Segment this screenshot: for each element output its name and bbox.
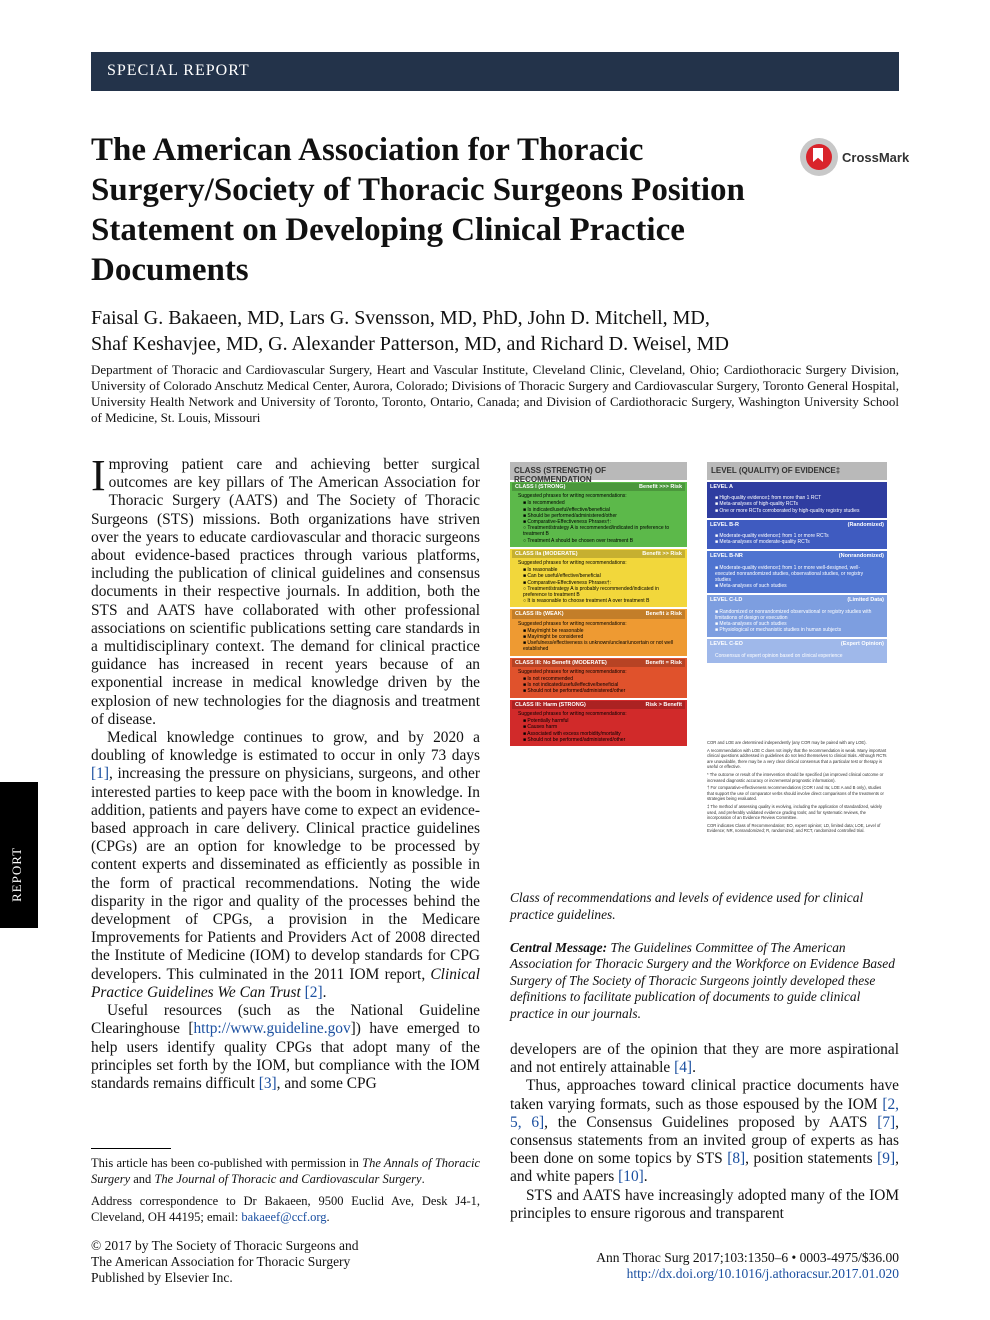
paragraph-text: . <box>643 1168 648 1186</box>
level-line: ■ Meta-analyses of high-quality RCTs <box>715 501 799 508</box>
class-line: ■ Can be useful/effective/beneficial <box>523 573 601 580</box>
level-body <box>707 562 887 594</box>
figure-note: COR and LOE are determined independently (any COR may be paired with any LOE). <box>707 740 867 745</box>
class-bar <box>512 701 685 709</box>
paragraph-text: , and some CPG <box>276 1074 377 1092</box>
class-block <box>510 700 687 746</box>
level-table-header: LEVEL (QUALITY) OF EVIDENCE‡ <box>707 462 887 480</box>
class-line: ○ It is reasonable to choose treatment A over treatment B <box>523 598 650 605</box>
reference-link[interactable]: [2] <box>304 983 323 1001</box>
level-line: ■ One or more RCTs corroborated by high-quality registry studies <box>715 507 860 514</box>
side-tab-label: REPORT <box>9 846 24 902</box>
reference-link[interactable]: [9] <box>877 1150 896 1168</box>
email-link[interactable]: bakaeef@ccf.org <box>241 1210 327 1224</box>
class-ratio: Benefit >> Risk <box>642 550 682 557</box>
reference-link[interactable]: [8] <box>727 1150 746 1168</box>
level-line: ■ Meta-analyses of moderate-quality RCTs <box>715 539 810 546</box>
level-block <box>707 639 887 662</box>
class-bar <box>512 550 685 558</box>
level-line: ■ High-quality evidence‡ from more than 1 RCT <box>715 495 822 502</box>
paragraph <box>91 451 480 729</box>
class-bar <box>512 483 685 491</box>
copyright <box>91 1238 431 1286</box>
class-name: CLASS III: Harm (STRONG) <box>515 701 586 708</box>
footnote-text: Address correspondence to Dr Bakaeen, 9500 Euclid Ave, Desk J4-1, Cleveland, OH 44195; email: <box>91 1194 480 1224</box>
class-body <box>512 711 685 743</box>
level-bar <box>707 595 887 605</box>
paragraph: STS and AATS have increasingly adopted many of the IOM principles to ensure rigorous and transparent <box>510 1186 899 1222</box>
paragraph <box>91 1002 480 1093</box>
paragraph-text: , increasing the pressure on physicians, surgeons, and other interested parties to keep pace with the boom in knowledge. In addition, patients and payers have come to expect an evidence-based approach in care delivery. Clinical practice guidelines (CPGs) are an option for knowledge to be processed by content experts and disseminated as efficiently as possible in the form of practical recommendations. Noting the wide disparity in the rigor and quality of the processes behind the development of CPGs, a provision in the Medicare Improvements for Patients and Providers Act of 2008 directed the Institute of Medicine (IOM) to develop standards for CPG developers. This culminated in the 2011 IOM report, <box>91 765 480 983</box>
affiliations: Department of Thoracic and Cardiovascular Surgery, Heart and Vascular Institute, Cleveland Clinic, Cleveland, Ohio; Cardiothoracic Surgery Division, University of Colorado Anschutz Medical Center, Aurora, Colorado; Divisions of Thoracic Surgery and Cardiovascular Surgery, Toronto General Hospital, University Health Network and University of Toronto, Toronto, Ontario, Canada; and Division of Cardiothoracic Surgery, Washington University School of Medicine, St. Louis, Missouri <box>91 362 899 425</box>
paragraph-text: , position statements <box>745 1150 878 1168</box>
level-name: LEVEL C-LD <box>710 597 743 604</box>
level-block <box>707 595 887 637</box>
paragraph-text: Medical knowledge continues to grow, and by 2020 a doubling of knowledge is estimated to occur in only 73 days <box>91 729 480 765</box>
level-body <box>707 650 887 663</box>
body-left-column <box>91 451 480 1093</box>
journal-name: The Journal of Thoracic and Cardiovascular Surgery <box>154 1172 422 1186</box>
figure-note: † For comparative-effectiveness recommendations (COR I and IIa; LOE A and B only), studies that support the use of comparator verbs should involve direct comparisons of the treatments or strategies being evaluated. <box>707 785 884 802</box>
class-line: ■ Is reasonable <box>523 567 558 574</box>
side-tab <box>0 782 38 928</box>
footnote-text: and <box>130 1172 155 1186</box>
central-message-text: The Guidelines Committee of The American Association for Thoracic Surgery and the Workforce on Evidence Based Surgery of The Society of Thoracic Surgeons jointly developed these definitions to facilitate publication of documents to guide clinical practice in our journals. <box>510 940 895 1021</box>
reference-link[interactable]: [7] <box>877 1113 896 1131</box>
class-line: ■ Is recommended <box>523 500 565 507</box>
class-line: ■ Should not be performed/administered/other <box>523 736 626 743</box>
class-line: ■ Is indicated/useful/effective/beneficial <box>523 506 610 513</box>
class-body <box>512 493 685 544</box>
paragraph <box>510 1077 899 1186</box>
figure-note: A recommendation with LOE C does not imply that the recommendation is weak. Many important clinical questions addressed in guidelines do not lend themselves to clinical trials. Although RCTs are unavailable, there may be a very clear clinical consensus that a particular test or therapy is useful or effective. <box>707 747 887 770</box>
level-name: LEVEL B-R <box>710 521 739 528</box>
level-line: ■ Meta-analyses of such studies <box>715 583 787 590</box>
level-line: Consensus of expert opinion based on clinical experience <box>715 652 843 659</box>
figure-notes <box>707 740 887 836</box>
class-bar <box>512 610 685 618</box>
paragraph-text: , and white papers <box>510 1150 899 1186</box>
class-line: ○ Treatment A should be chosen over treatment B <box>523 537 634 544</box>
class-name: CLASS IIa (MODERATE) <box>515 550 578 557</box>
copyright-line: The American Association for Thoracic Surgery <box>91 1254 351 1269</box>
figure-note: * The outcome or result of the intervention should be specified (an improved clinical outcome or increased diagnostic accuracy or incremental prognostic information). <box>707 771 884 783</box>
author-list <box>91 305 891 357</box>
class-block <box>510 549 687 608</box>
class-line: ○ Treatment/strategy A is recommended/indicated in preference to treatment B <box>523 525 670 538</box>
class-name: CLASS I (STRONG) <box>515 484 566 490</box>
report-title: Clinical Practice Guidelines We Can Trust <box>91 965 480 1001</box>
class-of-recommendation-table <box>510 462 687 840</box>
class-line: ■ Causes harm <box>523 724 558 731</box>
paragraph-text: ]) have emerged to help users identify quality CPGs that adopt many of the principles set forth by the IOM, but compliance with the IOM standards remains difficult <box>91 1020 480 1092</box>
class-blocks <box>510 482 687 746</box>
footnotes <box>91 1155 480 1231</box>
class-line: ■ Should be performed/administered/other <box>523 512 617 519</box>
class-line: Suggested phrases for writing recommendations: <box>518 560 627 567</box>
footnote <box>91 1193 480 1225</box>
doi-link[interactable]: http://dx.doi.org/10.1016/j.athoracsur.2017.01.020 <box>626 1266 899 1281</box>
reference-link[interactable]: [4] <box>674 1059 693 1077</box>
level-name: LEVEL A <box>710 484 733 490</box>
level-block <box>707 520 887 550</box>
level-line: ■ Moderate-quality evidence‡ from 1 or more well-designed, well-executed nonrandomized studies, observational studies, or registry studies <box>715 564 864 584</box>
level-body <box>707 492 887 518</box>
reference-link[interactable]: [2, 5, 6] <box>510 1095 899 1131</box>
level-bar <box>707 551 887 561</box>
drop-cap: I <box>91 451 106 500</box>
class-ratio: Benefit ≥ Risk <box>645 611 682 618</box>
reference-link[interactable]: [1] <box>91 765 109 783</box>
level-block <box>707 482 887 518</box>
reference-link[interactable]: [10] <box>618 1168 644 1186</box>
level-tag: (Nonrandomized) <box>838 553 884 560</box>
reference-link[interactable]: [3] <box>258 1074 277 1092</box>
level-line: ■ Meta-analyses of such studies <box>715 621 787 628</box>
paragraph-text: . <box>322 983 327 1001</box>
class-line: Suggested phrases for writing recommendations: <box>518 668 627 675</box>
figure-note: COR indicates Class of Recommendation; EO, expert opinion; LD, limited data; LOE, Level of Evidence; NR, nonrandomized; R, randomized; and RCT, randomized controlled trial. <box>707 822 881 834</box>
paragraph-text: Thus, approaches toward clinical practice documents have taken varying formats, such as those espoused by the IOM <box>510 1077 899 1113</box>
class-line: ■ May/might be considered <box>523 634 584 641</box>
class-table-header: CLASS (STRENGTH) OF RECOMMENDATION <box>510 462 687 480</box>
copyright-line: © 2017 by The Society of Thoracic Surgeons and <box>91 1238 359 1253</box>
footnote-divider <box>91 1148 171 1149</box>
crossmark-icon <box>800 138 838 176</box>
class-bar <box>512 659 685 667</box>
class-body <box>512 669 685 695</box>
class-line: ■ Comparative-Effectiveness Phrases†: <box>523 579 611 586</box>
class-line: ○ Treatment/strategy A is probably recommended/indicated in preference to treatment B <box>523 585 659 599</box>
class-name: CLASS IIb (WEAK) <box>515 611 564 618</box>
class-line: ■ Associated with excess morbidity/mortality <box>523 730 621 737</box>
footnote-text: . <box>326 1210 330 1224</box>
class-name: CLASS III: No Benefit (MODERATE) <box>515 659 607 666</box>
level-bar <box>707 639 887 649</box>
journal-name: The Annals of Thoracic Surgery <box>91 1156 480 1186</box>
class-line: Suggested phrases for writing recommendations: <box>518 493 627 500</box>
level-tag: (Randomized) <box>847 521 884 528</box>
class-block <box>510 658 687 698</box>
level-tag: (Limited Data) <box>847 597 884 604</box>
paragraph-text: developers are of the opinion that they are more aspirational and not entirely attainable <box>510 1041 899 1077</box>
class-ratio: Benefit = Risk <box>645 659 682 666</box>
article-title: The American Association for Thoracic Surgery/Society of Thoracic Surgeons Position Statement on Developing Clinical Practice Documents <box>91 132 745 288</box>
level-block <box>707 551 887 593</box>
class-line: ■ Is not indicated/useful/effective/beneficial <box>523 682 619 689</box>
copyright-line: Published by Elsevier Inc. <box>91 1270 233 1285</box>
paragraph-text: , the Consensus Guidelines proposed by AATS <box>544 1113 878 1131</box>
journal-citation: Ann Thorac Surg 2017;103:1350–6 • 0003-4975/$36.00 <box>596 1250 899 1265</box>
class-block <box>510 609 687 655</box>
crossmark-badge[interactable] <box>800 138 909 176</box>
crossmark-label: CrossMark <box>842 149 910 165</box>
paragraph-text: . <box>692 1059 696 1077</box>
paragraph-text: mproving patient care and achieving better surgical outcomes are key pillars of The American Association for Thoracic Surgery (AATS) and The Society of Thoracic Surgeons (STS) missions. Both organizations have striven over the years to educate cardiovascular and thoracic surgeons about evidence-based practices through various platforms, including the publication of clinical guidelines and consensus documents in their respective journals. In addition, both the STS and AATS have collaborated with other professional associations on scientific publications setting care standards in a multidisciplinary context. The demand for clinical practice guidance has increased in recent years because of an exponential increase in medical knowledge driven by the explosion of new technologies for the diagnosis and treatment of disease. <box>91 456 480 728</box>
class-body <box>512 560 685 604</box>
paragraph <box>510 1041 899 1077</box>
level-line: ■ Moderate-quality evidence‡ from 1 or more RCTs <box>715 533 829 540</box>
class-line: ■ Should not be performed/administered/other <box>523 688 626 695</box>
class-ratio: Risk > Benefit <box>645 701 682 708</box>
footnote-text: . <box>421 1172 425 1186</box>
class-line: ■ Comparative-Effectiveness Phrases†: <box>523 519 611 526</box>
class-line: ■ Is not recommended <box>523 676 573 683</box>
level-name: LEVEL C-EO <box>710 641 743 648</box>
level-line: ■ Physiological or mechanistic studies in human subjects <box>715 627 842 634</box>
level-tag: (Expert Opinion) <box>840 641 884 648</box>
class-ratio: Benefit >>> Risk <box>639 484 682 490</box>
class-line: ■ Potentially harmful <box>523 718 569 725</box>
footnote-text: This article has been co-published with permission in <box>91 1156 363 1170</box>
author-line: Faisal G. Bakaeen, MD, Lars G. Svensson, MD, PhD, John D. Mitchell, MD, <box>91 307 710 329</box>
figure-note: ‡ The method of assessing quality is evolving, including the application of standardized, widely used, and preferably validated evidence grading tools; and for systematic reviews, the incorporation of an Evidence Review Committee. <box>707 803 882 821</box>
level-body <box>707 606 887 638</box>
level-body <box>707 530 887 549</box>
body-right-column <box>510 1041 899 1223</box>
citation <box>500 1250 899 1282</box>
class-line: ■ May/might be reasonable <box>523 627 584 634</box>
paragraph <box>91 729 480 1002</box>
class-line: ■ Usefulness/effectiveness is unknown/unclear/uncertain or not well established <box>523 640 673 653</box>
author-line: Shaf Keshavjee, MD, G. Alexander Patterson, MD, and Richard D. Weisel, MD <box>91 333 729 355</box>
level-bar <box>707 520 887 530</box>
section-banner: SPECIAL REPORT <box>91 52 899 91</box>
central-message <box>510 940 899 1022</box>
level-bar <box>707 482 887 492</box>
class-line: Suggested phrases for writing recommendations: <box>518 620 627 627</box>
class-block <box>510 482 687 547</box>
footnote <box>91 1155 480 1187</box>
class-line: Suggested phrases for writing recommendations: <box>518 710 627 717</box>
url-link[interactable]: http://www.guideline.gov <box>193 1020 351 1038</box>
class-body <box>512 621 685 653</box>
figure-caption: Class of recommendations and levels of evidence used for clinical practice guidelines. <box>510 890 864 922</box>
paragraph-text: Useful resources (such as the National Guideline Clearinghouse [ <box>91 1002 480 1038</box>
central-message-label: Central Message: <box>510 940 608 955</box>
level-of-evidence-table <box>707 462 887 663</box>
level-name: LEVEL B-NR <box>710 553 743 560</box>
level-line: ■ Randomized or nonrandomized observational or registry studies with limitations of design or execution <box>715 608 872 621</box>
paragraph-text: , consensus statements from an invited group of experts as has been done on some topics by STS <box>510 1113 899 1168</box>
level-blocks <box>707 482 887 663</box>
